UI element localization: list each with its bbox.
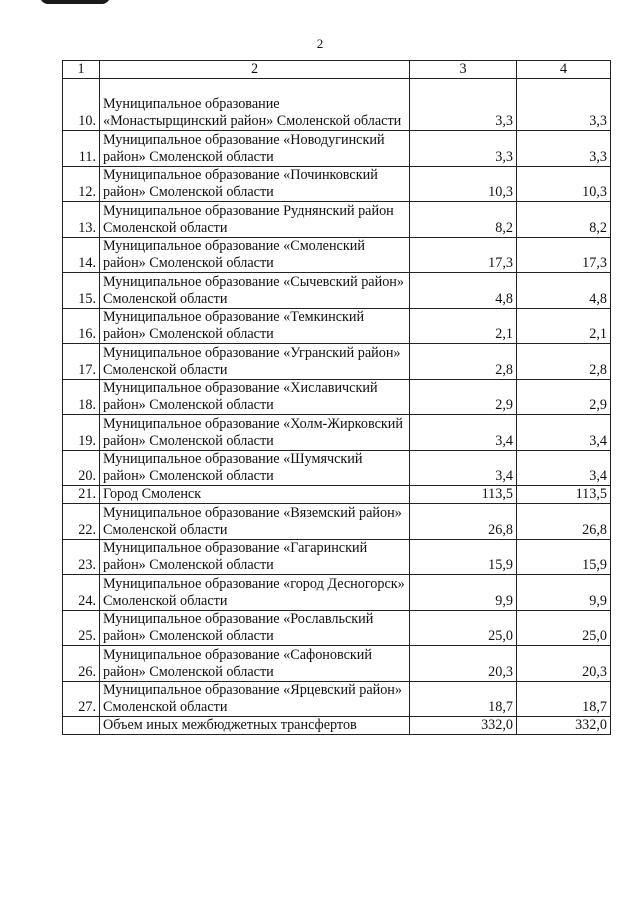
table-row (63, 681, 611, 717)
table-row (63, 415, 611, 451)
header-col-3: 3 (410, 61, 517, 79)
row-name: Муниципальное образование «Сафоновский район» Смоленской области (100, 646, 410, 682)
row-value-col3: 2,8 (410, 344, 517, 380)
row-value-col3: 3,3 (410, 131, 517, 167)
row-value-col4: 3,4 (517, 415, 611, 451)
row-value-col3: 18,7 (410, 681, 517, 717)
header-col-2: 2 (100, 61, 410, 79)
row-number: 12. (63, 166, 100, 202)
row-value-col4: 113,5 (517, 486, 611, 504)
table-body (63, 79, 611, 735)
page-number: 2 (316, 36, 324, 51)
row-number: 16. (63, 308, 100, 344)
table-row (63, 379, 611, 415)
row-number: 21. (63, 486, 100, 504)
row-number: 26. (63, 646, 100, 682)
table-row (63, 273, 611, 309)
header-col-4: 4 (517, 61, 611, 79)
row-name: Муниципальное образование «Хиславичский район» Смоленской области (100, 379, 410, 415)
row-value-col4: 2,8 (517, 344, 611, 380)
row-number: 14. (63, 237, 100, 273)
row-value-col4: 20,3 (517, 646, 611, 682)
row-name: Город Смоленск (100, 486, 410, 504)
row-name: Муниципальное образование «город Десногорск» Смоленской области (100, 575, 410, 611)
table-row (63, 504, 611, 540)
row-value-col3: 3,4 (410, 415, 517, 451)
row-name: Муниципальное образование «Смоленский район» Смоленской области (100, 237, 410, 273)
table-row (63, 575, 611, 611)
table-row (63, 166, 611, 202)
row-value-col4: 4,8 (517, 273, 611, 309)
table-row (63, 539, 611, 575)
transfers-table (62, 60, 611, 735)
row-value-col3: 3,4 (410, 450, 517, 486)
header-col-1: 1 (63, 61, 100, 79)
row-value-col4: 15,9 (517, 539, 611, 575)
row-value-col4: 3,3 (517, 79, 611, 131)
row-number: 11. (63, 131, 100, 167)
row-name: Муниципальное образование «Починковский район» Смоленской области (100, 166, 410, 202)
row-value-col4: 2,9 (517, 379, 611, 415)
table-row (63, 344, 611, 380)
row-number: 17. (63, 344, 100, 380)
table-row (63, 202, 611, 238)
table-row (63, 486, 611, 504)
table-row (63, 646, 611, 682)
row-name: Муниципальное образование «Холм-Жирковский район» Смоленской области (100, 415, 410, 451)
row-number (63, 717, 100, 735)
row-value-col3: 15,9 (410, 539, 517, 575)
row-name: Объем иных межбюджетных трансфертов (100, 717, 410, 735)
row-number: 15. (63, 273, 100, 309)
table-header-row (63, 61, 611, 79)
row-value-col3: 3,3 (410, 79, 517, 131)
row-value-col3: 20,3 (410, 646, 517, 682)
row-value-col3: 113,5 (410, 486, 517, 504)
row-value-col3: 2,9 (410, 379, 517, 415)
row-value-col3: 4,8 (410, 273, 517, 309)
table-row (63, 308, 611, 344)
row-number: 27. (63, 681, 100, 717)
table-row (63, 131, 611, 167)
row-name: Муниципальное образование «Гагаринский район» Смоленской области (100, 539, 410, 575)
row-value-col4: 10,3 (517, 166, 611, 202)
row-value-col3: 25,0 (410, 610, 517, 646)
row-value-col4: 3,3 (517, 131, 611, 167)
row-name: Муниципальное образование «Вяземский район» Смоленской области (100, 504, 410, 540)
table-row (63, 79, 611, 131)
row-number: 20. (63, 450, 100, 486)
table-row (63, 610, 611, 646)
row-number: 18. (63, 379, 100, 415)
table-row (63, 717, 611, 735)
row-value-col3: 17,3 (410, 237, 517, 273)
row-value-col4: 2,1 (517, 308, 611, 344)
row-value-col4: 3,4 (517, 450, 611, 486)
table-row (63, 450, 611, 486)
row-name: Муниципальное образование «Шумячский район» Смоленской области (100, 450, 410, 486)
row-number: 19. (63, 415, 100, 451)
row-number: 22. (63, 504, 100, 540)
row-value-col4: 17,3 (517, 237, 611, 273)
table-row (63, 237, 611, 273)
row-value-col4: 26,8 (517, 504, 611, 540)
row-value-col4: 332,0 (517, 717, 611, 735)
row-value-col3: 10,3 (410, 166, 517, 202)
row-name: Муниципальное образование «Ярцевский район» Смоленской области (100, 681, 410, 717)
row-name: Муниципальное образование «Угранский район» Смоленской области (100, 344, 410, 380)
row-value-col3: 8,2 (410, 202, 517, 238)
row-name: Муниципальное образование «Рославльский район» Смоленской области (100, 610, 410, 646)
row-value-col4: 9,9 (517, 575, 611, 611)
row-number: 23. (63, 539, 100, 575)
row-name: Муниципальное образование «Новодугинский район» Смоленской области (100, 131, 410, 167)
row-name: Муниципальное образование «Сычевский район» Смоленской области (100, 273, 410, 309)
row-number: 25. (63, 610, 100, 646)
scan-mark (40, 0, 110, 4)
row-value-col3: 2,1 (410, 308, 517, 344)
row-name: Муниципальное образование Руднянский район Смоленской области (100, 202, 410, 238)
row-number: 24. (63, 575, 100, 611)
row-value-col3: 332,0 (410, 717, 517, 735)
row-value-col3: 26,8 (410, 504, 517, 540)
row-value-col4: 8,2 (517, 202, 611, 238)
row-value-col4: 18,7 (517, 681, 611, 717)
row-number: 13. (63, 202, 100, 238)
row-number: 10. (63, 79, 100, 131)
row-value-col4: 25,0 (517, 610, 611, 646)
row-name: Муниципальное образование «Темкинский район» Смоленской области (100, 308, 410, 344)
row-value-col3: 9,9 (410, 575, 517, 611)
row-name: Муниципальное образование «Монастырщинский район» Смоленской области (100, 79, 410, 131)
